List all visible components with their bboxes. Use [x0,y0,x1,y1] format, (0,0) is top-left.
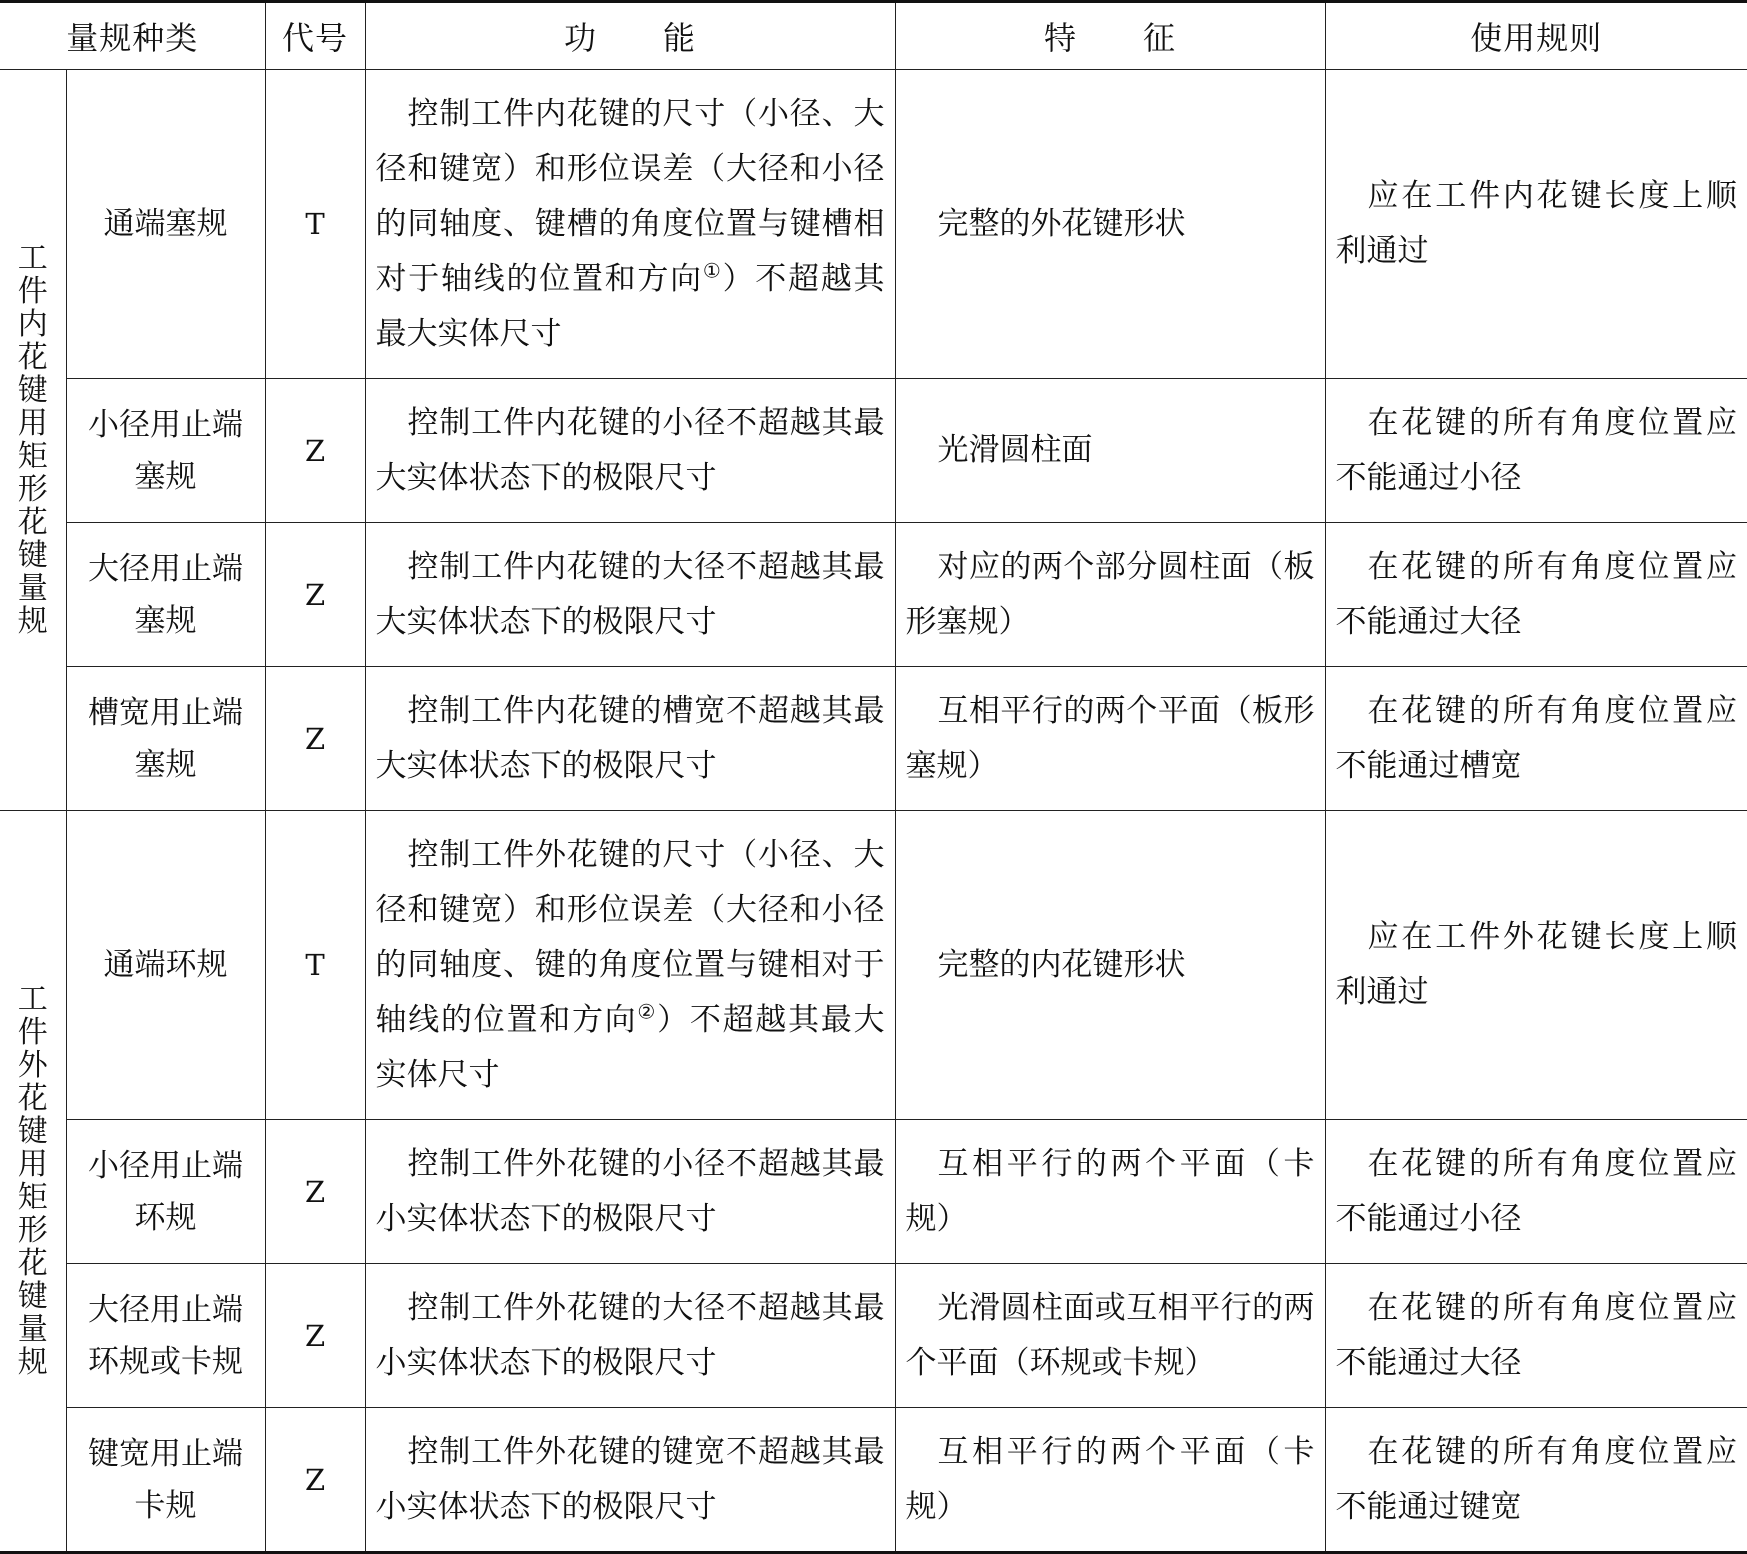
table-row [0,1120,1747,1264]
footnote-marker: ① [702,258,723,283]
table-row [0,523,1747,667]
gauge-rule: 应在工件外花键长度上顺利通过 [1325,811,1747,1120]
gauge-type: 槽宽用止端塞规 [66,667,265,811]
gauge-type: 小径用止端塞规 [66,379,265,523]
gauge-rule: 在花键的所有角度位置应不能通过小径 [1325,1120,1747,1264]
gauge-rule: 在花键的所有角度位置应不能通过键宽 [1325,1408,1747,1553]
gauge-type: 通端塞规 [66,70,265,379]
gauge-function: 控制工件内花键的尺寸（小径、大径和键宽）和形位误差（大径和小径的同轴度、键槽的角度位置与键槽相对于轴线的位置和方向①）不超越其最大实体尺寸 [365,70,895,379]
gauge-feature: 完整的内花键形状 [895,811,1325,1120]
gauge-code: Z [265,379,365,523]
gauge-rule: 在花键的所有角度位置应不能通过大径 [1325,1264,1747,1408]
gauge-type: 通端环规 [66,811,265,1120]
gauge-type: 小径用止端环规 [66,1120,265,1264]
gauge-type: 大径用止端塞规 [66,523,265,667]
gauge-feature: 互相平行的两个平面（卡规） [895,1120,1325,1264]
gauge-rule: 在花键的所有角度位置应不能通过小径 [1325,379,1747,523]
gauge-code: Z [265,667,365,811]
header-rule: 使用规则 [1325,2,1747,70]
gauge-function: 控制工件外花键的尺寸（小径、大径和键宽）和形位误差（大径和小径的同轴度、键的角度位置与键相对于轴线的位置和方向②）不超越其最大实体尺寸 [365,811,895,1120]
table-row [0,1264,1747,1408]
gauge-code: T [265,811,365,1120]
header-code: 代号 [265,2,365,70]
gauge-rule: 应在工件内花键长度上顺利通过 [1325,70,1747,379]
table-row [0,379,1747,523]
gauge-rule: 在花键的所有角度位置应不能通过槽宽 [1325,667,1747,811]
table-row [0,811,1747,1120]
gauge-feature: 互相平行的两个平面（卡规） [895,1408,1325,1553]
table-row [0,667,1747,811]
gauge-feature: 光滑圆柱面或互相平行的两个平面（环规或卡规） [895,1264,1325,1408]
gauge-function: 控制工件外花键的键宽不超越其最小实体状态下的极限尺寸 [365,1408,895,1553]
group-label-internal: 工件内花键用矩形花键量规 [0,70,66,811]
header-type: 量规种类 [0,2,265,70]
gauge-function: 控制工件外花键的小径不超越其最小实体状态下的极限尺寸 [365,1120,895,1264]
gauge-feature: 对应的两个部分圆柱面（板形塞规） [895,523,1325,667]
gauge-function: 控制工件内花键的小径不超越其最大实体状态下的极限尺寸 [365,379,895,523]
gauge-code: T [265,70,365,379]
gauge-type: 大径用止端环规或卡规 [66,1264,265,1408]
gauge-feature: 互相平行的两个平面（板形塞规） [895,667,1325,811]
gauge-feature: 完整的外花键形状 [895,70,1325,379]
gauge-code: Z [265,523,365,667]
header-function: 功 能 [365,2,895,70]
gauge-type: 键宽用止端卡规 [66,1408,265,1553]
gauge-rule: 在花键的所有角度位置应不能通过大径 [1325,523,1747,667]
gauge-code: Z [265,1408,365,1553]
table-row [0,1408,1747,1553]
gauge-function: 控制工件内花键的大径不超越其最大实体状态下的极限尺寸 [365,523,895,667]
group-label-external: 工件外花键用矩形花键量规 [0,811,66,1553]
header-row [0,2,1747,70]
gauge-code: Z [265,1264,365,1408]
header-feature: 特 征 [895,2,1325,70]
gauge-code: Z [265,1120,365,1264]
footnote-marker: ② [637,999,658,1024]
gauge-feature: 光滑圆柱面 [895,379,1325,523]
gauge-function: 控制工件内花键的槽宽不超越其最大实体状态下的极限尺寸 [365,667,895,811]
table-row [0,70,1747,379]
gauge-function: 控制工件外花键的大径不超越其最小实体状态下的极限尺寸 [365,1264,895,1408]
